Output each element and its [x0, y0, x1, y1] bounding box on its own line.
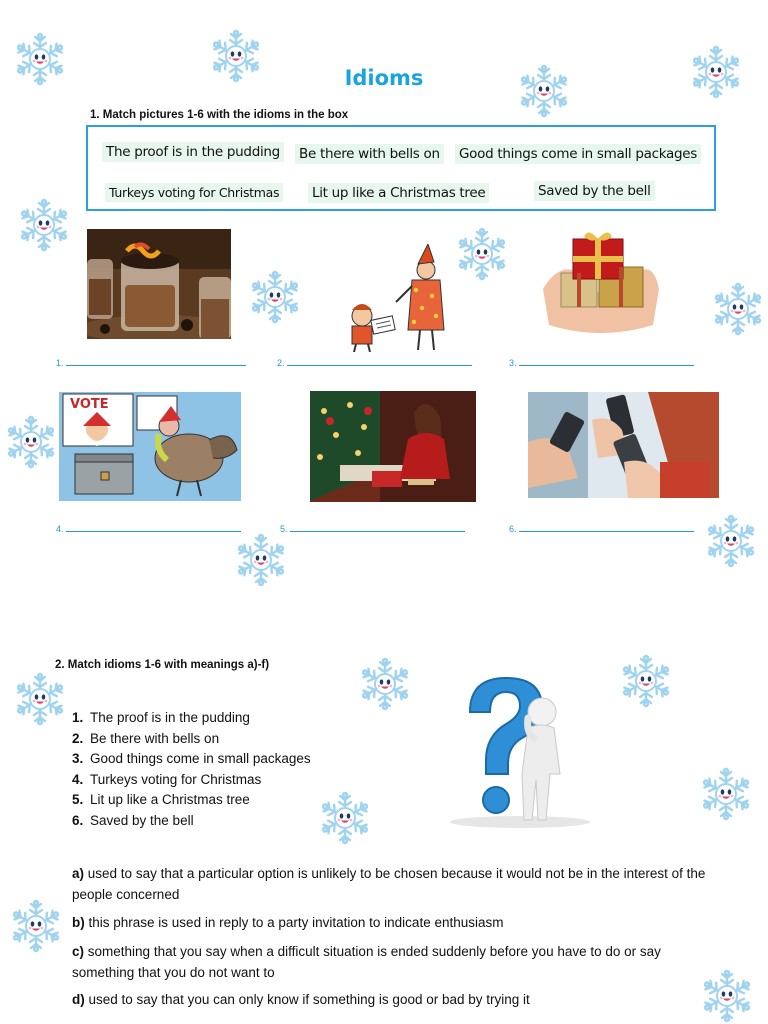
- list-item: 5. Lit up like a Christmas tree: [72, 792, 250, 808]
- meaning-item: a) used to say that a particular option is unlikely to be chosen because it would not be in the interest of the people concerned: [72, 866, 706, 902]
- vote-sign-text: VOTE: [70, 397, 109, 412]
- question-mark-figure-icon: [430, 672, 600, 830]
- answer-line[interactable]: 5.: [280, 524, 465, 534]
- page-title: Idioms: [344, 66, 424, 90]
- meaning-item: d) used to say that you can only know if something is good or bad by trying it: [72, 992, 530, 1007]
- invitation-cartoon-picture: [342, 244, 446, 352]
- answer-line[interactable]: 3.: [509, 358, 694, 368]
- list-item: 2. Be there with bells on: [72, 730, 220, 746]
- answer-line[interactable]: 1.: [56, 358, 246, 368]
- list-item: 4. Turkeys voting for Christmas: [72, 771, 262, 787]
- section1-instruction: 1. Match pictures 1-6 with the idioms in the box: [90, 109, 349, 121]
- section2-instruction: 2. Match idioms 1-6 with meanings a)-f): [55, 659, 270, 671]
- answer-line[interactable]: 2.: [277, 358, 472, 368]
- pudding-picture: [87, 229, 231, 339]
- snowflake-icon: [234, 533, 288, 587]
- list-item: 1. The proof is in the pudding: [72, 710, 250, 725]
- snowflake-icon: [4, 415, 58, 469]
- snowflake-icon: [358, 657, 412, 711]
- idiom-chip: Be there with bells on: [295, 144, 444, 164]
- small-gift-picture: [543, 229, 659, 333]
- snowflake-icon: [699, 767, 753, 821]
- snowflake-icon: [711, 282, 765, 336]
- list-item: 6. Saved by the bell: [72, 812, 194, 828]
- phones-picture: [528, 392, 719, 498]
- christmas-tree-picture: [310, 391, 476, 502]
- snowflake-icon: [704, 514, 758, 568]
- snowflake-icon: [619, 654, 673, 708]
- snowflake-icon: [248, 270, 302, 324]
- idiom-chip: Turkeys voting for Christmas: [105, 183, 283, 202]
- meaning-item: c) something that you say when a difficult situation is ended suddenly before you have to do or say something that you do not want to: [72, 944, 661, 980]
- idiom-list: [72, 708, 311, 832]
- idiom-chip: Good things come in small packages: [455, 144, 701, 164]
- answer-line[interactable]: 6.: [509, 524, 694, 534]
- idiom-box: [86, 125, 716, 211]
- list-item: 3. Good things come in small packages: [72, 751, 311, 767]
- idiom-chip: Lit up like a Christmas tree: [308, 183, 489, 203]
- snowflake-icon: [17, 198, 71, 252]
- snowflake-icon: [455, 227, 509, 281]
- meaning-item: b) this phrase is used in reply to a party invitation to indicate enthusiasm: [72, 915, 504, 930]
- snowflake-icon: [9, 899, 63, 953]
- idiom-chip: Saved by the bell: [534, 181, 655, 201]
- answer-line[interactable]: 4.: [56, 524, 241, 534]
- snowflake-icon: [318, 791, 372, 845]
- snowflake-icon: [13, 672, 67, 726]
- turkey-voting-picture: [59, 392, 241, 501]
- idiom-chip: The proof is in the pudding: [102, 142, 284, 162]
